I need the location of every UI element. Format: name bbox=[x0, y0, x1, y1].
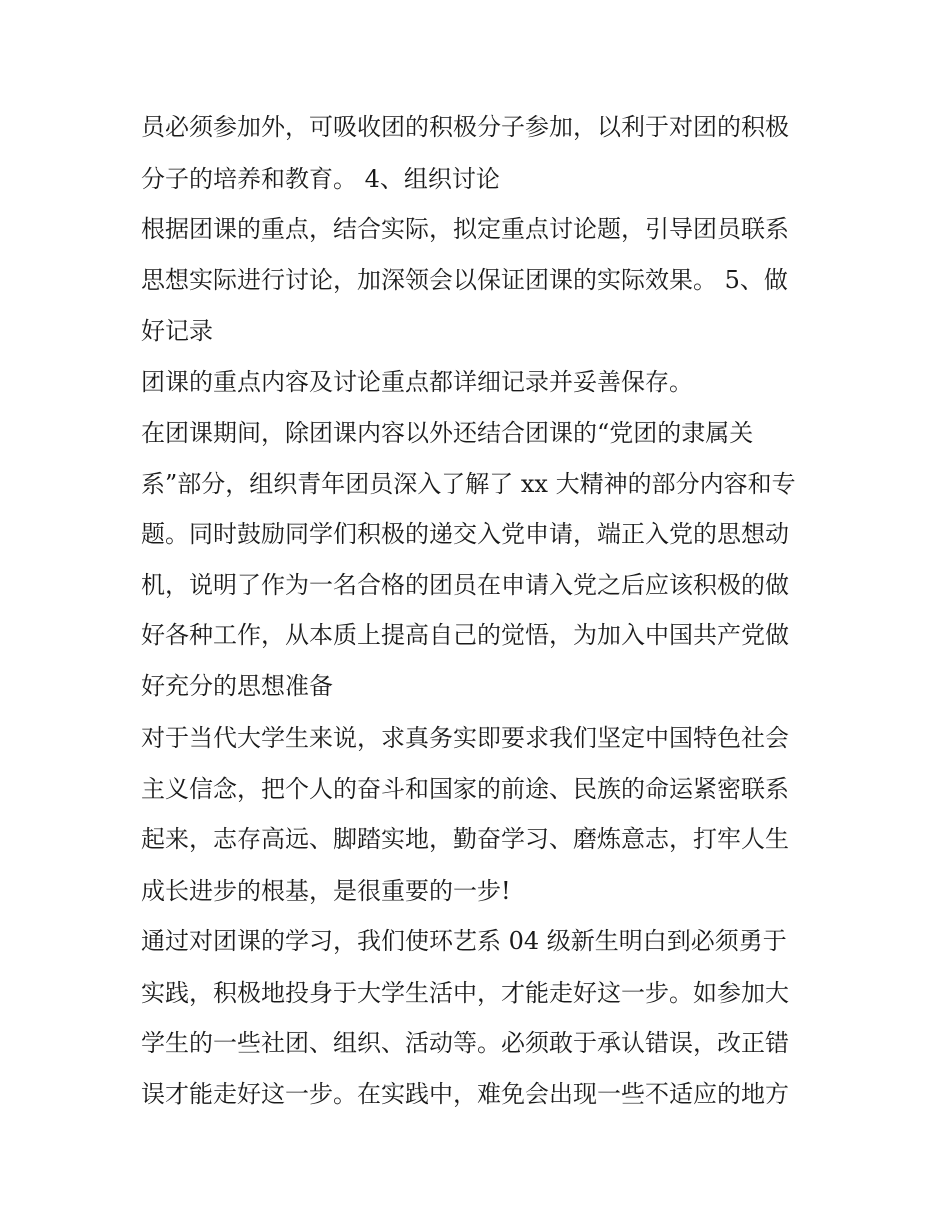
text-line: 学生的一些社团、组织、活动等。必须敢于承认错误，改正错 bbox=[141, 1029, 789, 1057]
text-line: 实践，积极地投身于大学生活中，才能走好这一步。如参加大 bbox=[141, 979, 789, 1007]
text-line: 分子的培养和教育。 4、组织讨论 bbox=[141, 165, 500, 193]
text-line: 好各种工作，从本质上提高自己的觉悟，为加入中国共产党做 bbox=[141, 621, 789, 649]
text-line: 主义信念，把个人的奋斗和国家的前途、民族的命运紧密联系 bbox=[141, 775, 789, 803]
text-line: 好记录 bbox=[141, 317, 213, 345]
text-line: 系”部分，组织青年团员深入了解了 xx 大精神的部分内容和专 bbox=[141, 470, 796, 498]
text-line: 在团课期间，除团课内容以外还结合团课的“党团的隶属关 bbox=[141, 419, 754, 447]
text-line: 思想实际进行讨论，加深领会以保证团课的实际效果。 5、做 bbox=[141, 266, 788, 294]
text-line: 题。同时鼓励同学们积极的递交入党申请，端正入党的思想动 bbox=[141, 520, 789, 548]
text-line: 成长进步的根基，是很重要的一步! bbox=[141, 877, 511, 905]
text-line: 起来，志存高远、脚踏实地，勤奋学习、磨炼意志，打牢人生 bbox=[141, 825, 789, 853]
text-line: 团课的重点内容及讨论重点都详细记录并妥善保存。 bbox=[141, 368, 693, 396]
text-line: 员必须参加外，可吸收团的积极分子参加，以利于对团的积极 bbox=[141, 113, 789, 141]
text-line: 好充分的思想准备 bbox=[141, 672, 333, 700]
text-line: 误才能走好这一步。在实践中，难免会出现一些不适应的地方 bbox=[141, 1080, 789, 1108]
text-line: 根据团课的重点，结合实际，拟定重点讨论题，引导团员联系 bbox=[141, 215, 789, 243]
text-line: 通过对团课的学习，我们使环艺系 04 级新生明白到必须勇于 bbox=[141, 927, 787, 955]
text-line: 对于当代大学生来说，求真务实即要求我们坚定中国特色社会 bbox=[141, 724, 789, 752]
text-line: 机，说明了作为一名合格的团员在申请入党之后应该积极的做 bbox=[141, 571, 789, 599]
